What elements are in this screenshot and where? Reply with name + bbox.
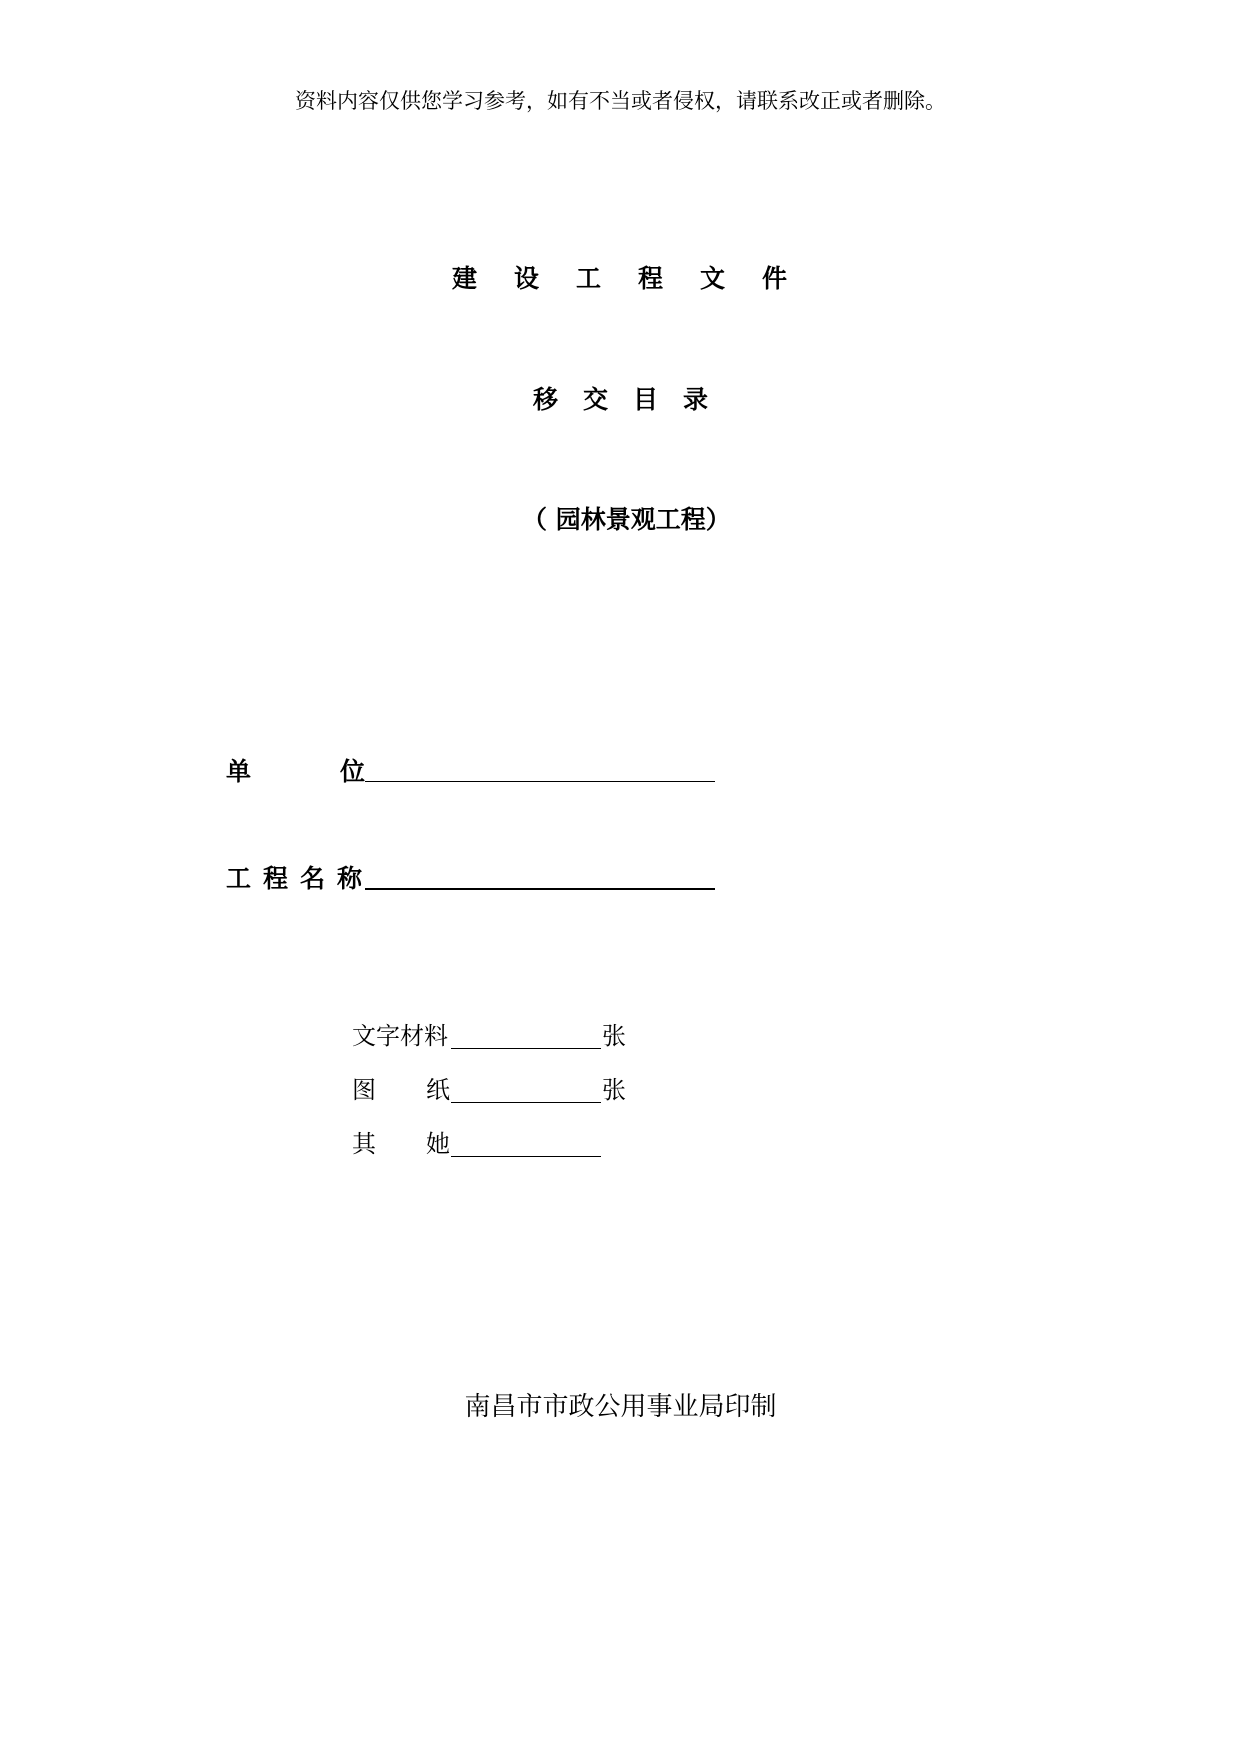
drawings-unit: 张 xyxy=(602,1076,626,1104)
project-name-label: 工程名称 xyxy=(226,864,375,893)
disclaimer-header: 资料内容仅供您学习参考，如有不当或者侵权，请联系改正或者删除。 xyxy=(295,89,946,113)
document-subtitle: 移交目录 xyxy=(533,385,734,414)
drawings-input-line[interactable] xyxy=(451,1102,601,1103)
other-input-line[interactable] xyxy=(451,1156,601,1157)
unit-input-line[interactable] xyxy=(365,781,715,782)
drawings-label-char-1: 图 xyxy=(352,1076,376,1104)
text-materials-label: 文字材料 xyxy=(352,1022,448,1050)
unit-label-char-2: 位 xyxy=(340,757,366,786)
printer-footer: 南昌市市政公用事业局印制 xyxy=(464,1392,777,1422)
project-type: （ 园林景观工程） xyxy=(522,505,731,534)
text-materials-input-line[interactable] xyxy=(451,1048,601,1049)
document-title: 建设工程文件 xyxy=(452,264,825,293)
text-materials-unit: 张 xyxy=(602,1022,626,1050)
other-label-char-1: 其 xyxy=(352,1130,376,1158)
other-label-char-2: 她 xyxy=(426,1130,450,1158)
project-name-input-line[interactable] xyxy=(365,888,715,890)
unit-label-char-1: 单 xyxy=(226,757,252,786)
drawings-label-char-2: 纸 xyxy=(426,1076,450,1104)
